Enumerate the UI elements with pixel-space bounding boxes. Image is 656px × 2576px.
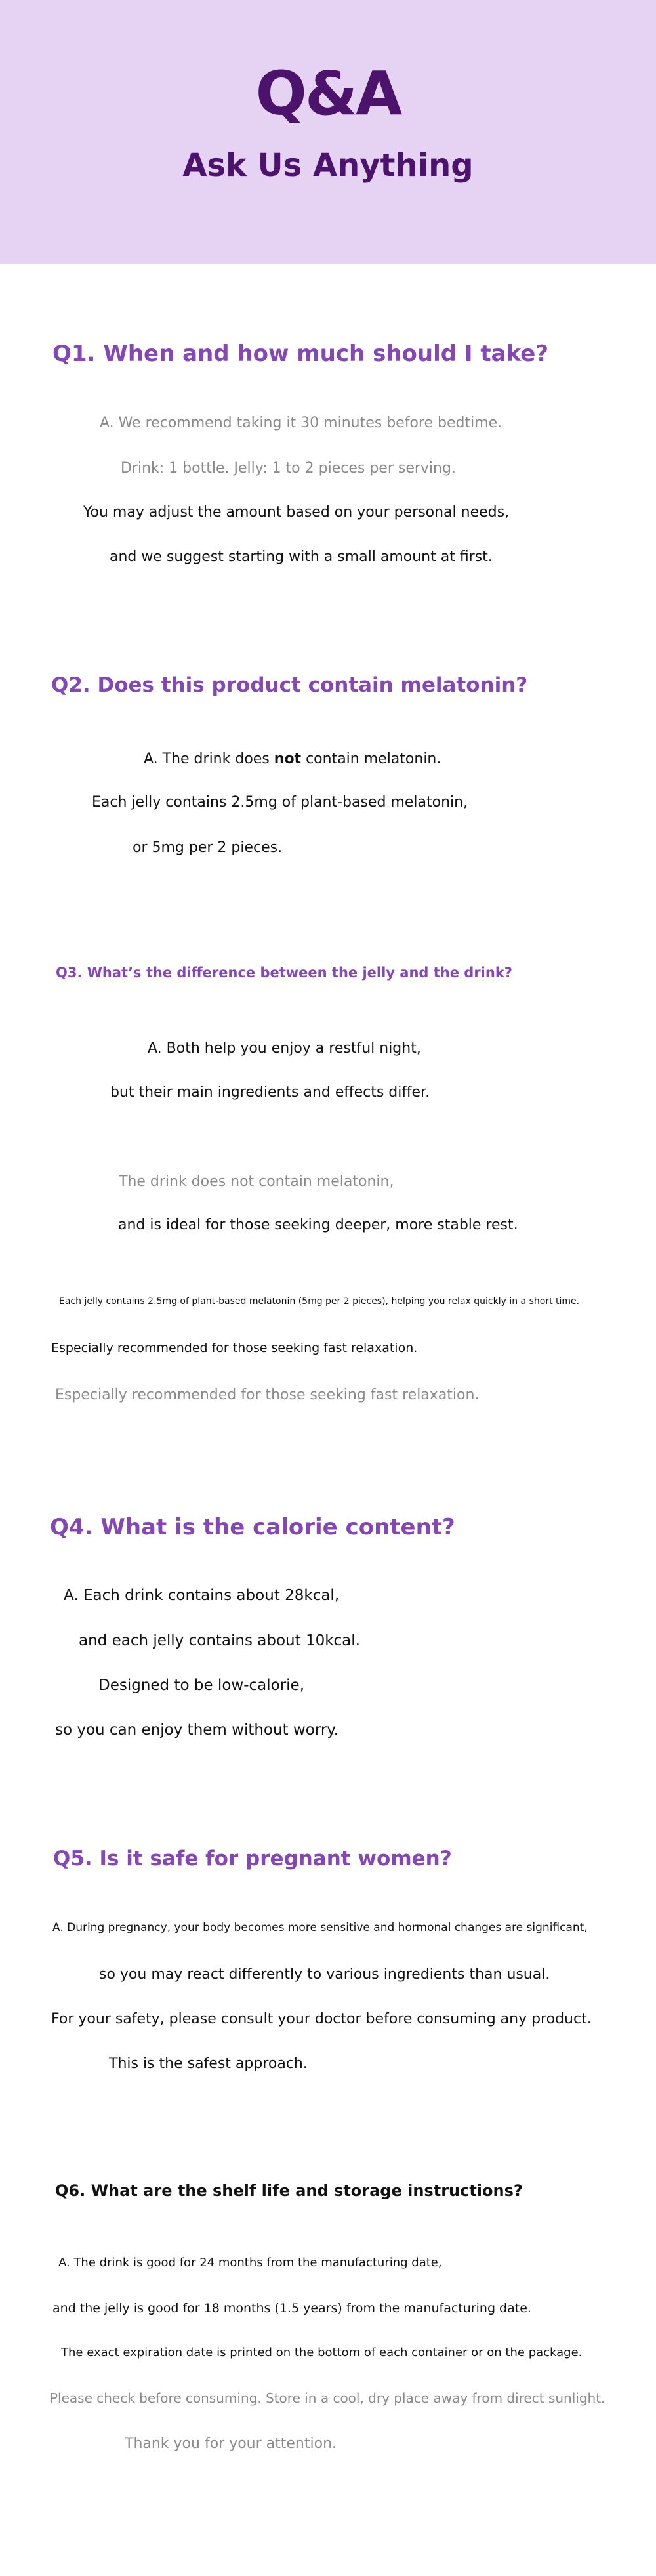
answer-line: Designed to be low-calorie, (98, 1677, 305, 1694)
answer-line: and each jelly contains about 10kcal. (79, 1632, 360, 1649)
answer-line: so you may react differently to various ingredients than usual. (99, 1966, 550, 1983)
question-heading: Q4. What is the calorie content? (50, 1514, 455, 1540)
answer-line: Drink: 1 bottle. Jelly: 1 to 2 pieces per serving. (121, 460, 456, 476)
answer-line: This is the safest approach. (109, 2056, 308, 2072)
question-heading: Q2. Does this product contain melatonin? (51, 673, 528, 697)
page-subtitle: Ask Us Anything (182, 147, 474, 184)
question-heading: Q6. What are the shelf life and storage instructions? (55, 2182, 523, 2200)
answer-line: A. We recommend taking it 30 minutes before bedtime. (100, 415, 502, 431)
question-heading: Q1. When and how much should I take? (52, 341, 549, 367)
answer-line: so you can enjoy them without worry. (55, 1721, 338, 1739)
answer-line: A. Each drink contains about 28kcal, (64, 1587, 340, 1604)
answer-line: A. The drink is good for 24 months from the manufacturing date, (58, 2256, 442, 2270)
answer-line: and we suggest starting with a small amount at first. (110, 549, 493, 565)
answer-line: Each jelly contains 2.5mg of plant-based melatonin (5mg per 2 pieces), helping you relax quickly in a short time. (59, 1296, 580, 1307)
closing-note: Thank you for your attention. (125, 2436, 337, 2452)
answer-line: or 5mg per 2 pieces. (133, 839, 283, 856)
question-heading: Q5. Is it safe for pregnant women? (53, 1847, 452, 1870)
answer-line: and the jelly is good for 18 months (1.5 years) from the manufacturing date. (52, 2301, 531, 2315)
answer-line: Please check before consuming. Store in a cool, dry place away from direct sunlight. (50, 2390, 605, 2406)
page-title: Q&A (255, 58, 401, 129)
question-heading: Q3. What’s the difference between the jelly and the drink? (56, 965, 512, 981)
answer-text: A. The drink does (144, 751, 274, 767)
answer-line: A. Both help you enjoy a restful night, (148, 1040, 421, 1057)
answer-line (144, 750, 642, 769)
answer-line: Especially recommended for those seeking fast relaxation. (51, 1341, 418, 1355)
answer-emphasis: not (274, 751, 302, 767)
answer-line: You may adjust the amount based on your personal needs, (83, 504, 510, 520)
answer-line: The drink does not contain melatonin, (119, 1173, 394, 1190)
answer-line: For your safety, please consult your doctor before consuming any product. (51, 2011, 592, 2027)
answer-line: and is ideal for those seeking deeper, more stable rest. (118, 1217, 518, 1233)
answer-line: Each jelly contains 2.5mg of plant-based melatonin, (92, 794, 468, 811)
hero-banner (0, 0, 656, 264)
answer-line: Especially recommended for those seeking fast relaxation. (55, 1387, 480, 1403)
answer-line: A. During pregnancy, your body becomes more sensitive and hormonal changes are significant, (52, 1921, 588, 1934)
answer-line: The exact expiration date is printed on the bottom of each container or on the package. (61, 2346, 583, 2359)
answer-line: but their main ingredients and effects differ. (110, 1084, 430, 1101)
answer-text: contain melatonin. (301, 751, 441, 767)
